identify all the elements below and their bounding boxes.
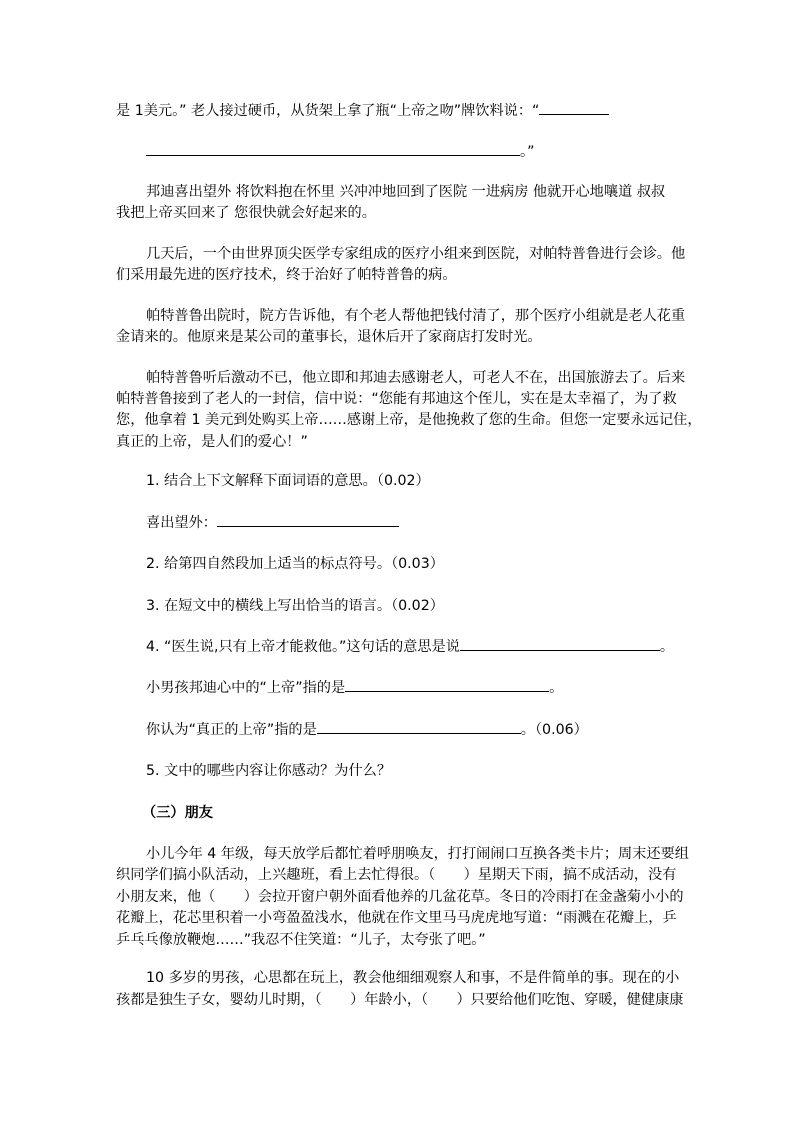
- question-4: [146, 635, 674, 659]
- question-1-term-label: 喜出望外：: [146, 515, 217, 531]
- p5-line-2: 帕特普鲁接到了老人的一封信，信中说：“您能有邦迪这个侄儿，实在是太幸福了，为了救: [116, 391, 677, 407]
- answer-blank[interactable]: [345, 677, 549, 692]
- question-4-end: 。: [659, 639, 675, 655]
- s3-p1-line-3: 小朋友来，他（ ）会拉开窗户朝外面看他养的几盆花草。冬日的冷雨打在金盏菊小小的: [116, 889, 684, 905]
- question-1-term: [146, 511, 399, 535]
- answer-blank[interactable]: [146, 141, 520, 156]
- answer-blank[interactable]: [539, 100, 609, 115]
- p3-line-1: 几天后，一个由世界顶尖医学专家组成的医疗小组来到医院，对帕特普鲁进行会诊。他: [146, 246, 686, 262]
- p4-line-2: 金请来的。他原来是某公司的董事长，退休后开了家商店打发时光。: [116, 329, 542, 345]
- p3-line-2: 们采用最先进的医疗技术，终于治好了帕特普鲁的病。: [116, 267, 457, 283]
- question-3: 3. 在短文中的横线上写出恰当的语言。（0.02）: [146, 598, 444, 614]
- p2-line-2: 我把上帝买回来了 您很快就会好起来的。: [116, 205, 376, 221]
- answer-blank[interactable]: [460, 636, 660, 651]
- p1-line-2-end: 。”: [520, 144, 535, 160]
- question-4b: [146, 676, 563, 700]
- p4-line-1: 帕特普鲁出院时，院方告诉他，有个老人帮他把钱付清了，那个医疗小组就是老人花重: [146, 308, 686, 324]
- s3-p2-line-1: 10 多岁的男孩，心思都在玩上，教会他细细观察人和事，不是件简单的事。现在的小: [146, 970, 680, 986]
- answer-blank[interactable]: [217, 512, 399, 527]
- p5-line-4: 真正的上帝，是人们的爱心！”: [116, 434, 308, 450]
- section-3-heading: （三）朋友: [142, 805, 213, 821]
- p1-line-2: [146, 140, 534, 164]
- p1-line-1: [116, 99, 609, 123]
- question-4c: [146, 718, 588, 742]
- s3-p1-line-2: 织同学们搞小队活动，上兴趣班，看上去忙得很。（ ）星期天下雨，搞不成活动，没有: [116, 867, 677, 883]
- s3-p1-line-1: 小儿今年 4 年级，每天放学后都忙着呼朋唤友，打打闹闹口互换各类卡片；周末还要组: [146, 846, 689, 862]
- question-4b-text: 小男孩邦迪心中的“上帝”指的是: [146, 680, 346, 696]
- p5-line-1: 帕特普鲁听后激动不已，他立即和邦迪去感谢老人，可老人不在，出国旅游去了。后来: [146, 370, 686, 386]
- question-4c-text: 你认为“真正的上帝”指的是: [146, 722, 317, 738]
- p5-line-3: 您，他拿着 1 美元到处购买上帝……感谢上帝，是他挽救了您的生命。但您一定要永远记住，: [116, 412, 702, 428]
- s3-p1-line-4: 花瓣上，花芯里积着一小弯盈盈浅水，他就在作文里马马虎虎地写道：“雨溅在花瓣上，乒: [116, 910, 677, 926]
- p1-line-1-text: 是 1美元。” 老人接过硬币，从货架上拿了瓶“上帝之吻”牌饮料说：“: [116, 103, 540, 119]
- question-4-text: 4. “医生说,只有上帝才能救他。”这句话的意思是说: [146, 639, 460, 655]
- question-4b-end: 。: [549, 680, 564, 696]
- answer-blank[interactable]: [317, 719, 521, 734]
- question-5: 5. 文中的哪些内容让你感动？为什么？: [146, 763, 392, 779]
- question-2: 2. 给第四自然段加上适当的标点符号。（0.03）: [146, 556, 444, 572]
- s3-p1-line-5: 乒乓乓像放鞭炮……”我忍不住笑道：“儿子，太夸张了吧。”: [116, 932, 486, 948]
- question-1: 1. 结合上下文解释下面词语的意思。（0.02）: [146, 473, 430, 489]
- p2-line-1: 邦迪喜出望外 将饮料抱在怀里 兴冲冲地回到了医院 一进病房 他就开心地嚷道 叔叔: [146, 184, 666, 200]
- question-4c-end: 。（0.06）: [520, 722, 588, 738]
- s3-p2-line-2: 孩都是独生子女，婴幼儿时期，（ ）年龄小，（ ）只要给他们吃饱、穿暖，健健康康: [116, 992, 684, 1008]
